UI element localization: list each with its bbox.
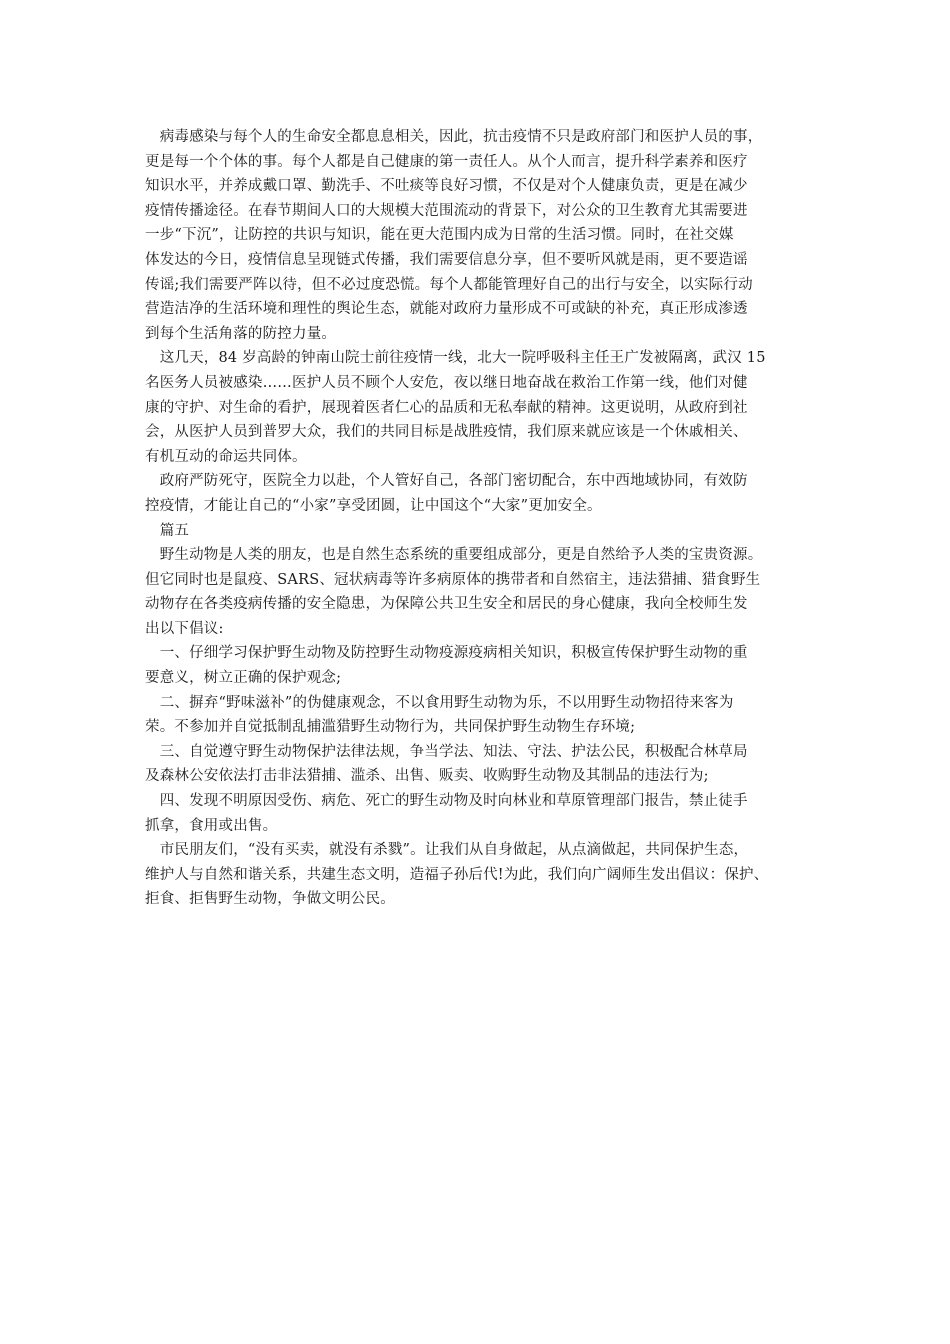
text-line: 政府严防死守，医院全力以赴，个人管好自己，各部门密切配合，东中西地域协同，有效防 <box>145 473 748 490</box>
text-line: 市民朋友们，“没有买卖，就没有杀戮”。让我们从自身做起，从点滴做起，共同保护生态， <box>145 842 749 859</box>
text-line: 这几天，84 岁高龄的钟南山院士前往疫情一线，北大一院呼吸科主任王广发被隔离，武汉 15 <box>145 350 766 367</box>
text-line: 出以下倡议: <box>145 620 224 637</box>
text-line: 控疫情，才能让自己的“小家”享受团圆，让中国这个“大家”更加安全。 <box>145 497 602 514</box>
text-line: 维护人与自然和谐关系，共建生态文明，造福子孙后代!为此，我们向广阔师生发出倡议：保护、 <box>145 866 769 883</box>
proposal-item-1 <box>145 641 813 690</box>
paragraph-5 <box>145 543 813 641</box>
text-line: 及森林公安依法打击非法猎捕、滥杀、出售、贩卖、收购野生动物及其制品的违法行为; <box>145 768 709 785</box>
text-line: 二、摒弃“野味滋补”的伪健康观念，不以食用野生动物为乐，不以用野生动物招待来客为 <box>145 694 734 711</box>
text-line: 但它同时也是鼠疫、SARS、冠状病毒等许多病原体的携带者和自然宿主，违法猎捕、猎食野生 <box>145 571 761 588</box>
text-line: 四、发现不明原因受伤、病危、死亡的野生动物及时向林业和草原管理部门报告，禁止徒手 <box>145 793 748 810</box>
text-line: 抓拿，食用或出售。 <box>145 817 278 834</box>
text-line: 传谣;我们需要严阵以待，但不必过度恐慌。每个人都能管理好自己的出行与安全，以实际行动 <box>145 276 753 293</box>
section-title: 篇五 <box>145 522 190 539</box>
text-line: 疫情传播途径。在春节期间人口的大规模大范围流动的背景下，对公众的卫生教育尤其需要进 <box>145 202 748 219</box>
text-line: 知识水平，并养成戴口罩、勤洗手、不吐痰等良好习惯，不仅是对个人健康负责，更是在减少 <box>145 178 748 195</box>
text-line: 营造洁净的生活环境和理性的舆论生态，就能对政府力量形成不可或缺的补充，真正形成渗透 <box>145 301 748 318</box>
text-line: 野生动物是人类的朋友，也是自然生态系统的重要组成部分，更是自然给予人类的宝贵资源。 <box>145 547 763 564</box>
proposal-item-2 <box>145 691 813 740</box>
document-body <box>145 125 813 912</box>
text-line: 康的守护、对生命的看护，展现着医者仁心的品质和无私奉献的精神。这更说明，从政府到社 <box>145 399 748 416</box>
text-line: 到每个生活角落的防控力量。 <box>145 325 337 342</box>
text-line: 一步“下沉”，让防控的共识与知识，能在更大范围内成为日常的生活习惯。同时，在社交媒 <box>145 227 734 244</box>
text-line: 要意义，树立正确的保护观念; <box>145 670 342 687</box>
section-heading <box>145 519 813 544</box>
text-line: 三、自觉遵守野生动物保护法律法规，争当学法、知法、守法、护法公民，积极配合林草局 <box>145 743 748 760</box>
text-line: 荣。不参加并自觉抵制乱捕滥猎野生动物行为，共同保护野生动物生存环境; <box>145 719 636 736</box>
text-line: 病毒感染与每个人的生命安全都息息相关，因此，抗击疫情不只是政府部门和医护人员的事， <box>145 129 763 145</box>
proposal-item-3 <box>145 740 813 789</box>
paragraph-3 <box>145 469 813 518</box>
text-line: 体发达的今日，疫情信息呈现链式传播，我们需要信息分享，但不要听风就是雨，更不要造谣 <box>145 251 748 268</box>
proposal-item-4 <box>145 789 813 838</box>
text-line: 名医务人员被感染……医护人员不顾个人安危，夜以继日地奋战在救治工作第一线，他们对健 <box>145 374 748 391</box>
text-line: 动物存在各类疫病传播的安全隐患，为保障公共卫生安全和居民的身心健康，我向全校师生发 <box>145 596 748 613</box>
text-line: 拒食、拒售野生动物，争做文明公民。 <box>145 891 395 908</box>
text-line: 更是每一个个体的事。每个人都是自己健康的第一责任人。从个人而言，提升科学素养和医疗 <box>145 153 748 170</box>
text-line: 有机互动的命运共同体。 <box>145 448 307 465</box>
text-line: 会，从医护人员到普罗大众，我们的共同目标是战胜疫情，我们原来就应该是一个休戚相关、 <box>145 424 748 441</box>
paragraph-1 <box>145 125 813 346</box>
text-line: 一、仔细学习保护野生动物及防控野生动物疫源疫病相关知识，积极宣传保护野生动物的重 <box>145 645 748 662</box>
paragraph-2 <box>145 346 813 469</box>
closing-paragraph <box>145 838 813 912</box>
